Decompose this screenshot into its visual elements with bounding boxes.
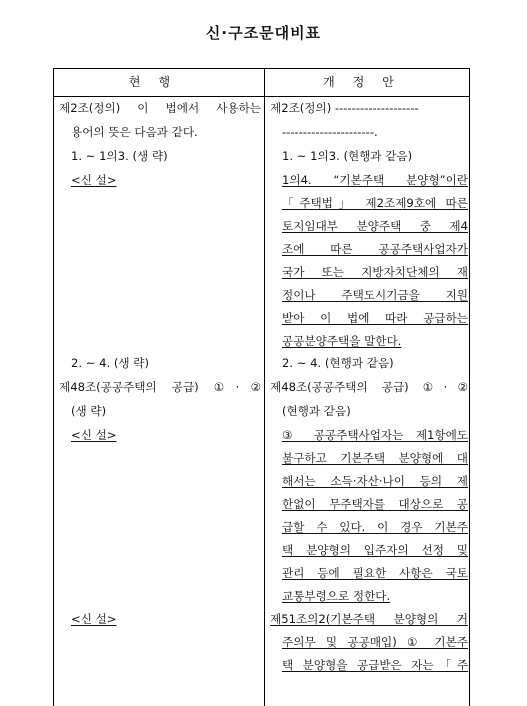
amended-text-line: 공공분양주택을 말한다. <box>282 334 402 348</box>
amended-text-line: 토지임대부 분양주택 중 제4 <box>282 219 468 233</box>
amended-text-line: 1의4. “기본주택 분양형”이란 <box>282 173 468 187</box>
amended-text-line: 조에 따른 공공주택사업자가 <box>282 242 468 256</box>
amended-text-line: 급할 수 있다. 이 경우 기본주 <box>282 520 468 534</box>
amended-text-line: (현행과 같음) <box>282 404 351 418</box>
current-text-line: <신 설> <box>71 173 117 187</box>
amended-text-line: 택 분양형을 공급받은 자는「주 <box>282 658 468 672</box>
amended-text-line: 불구하고 기본주택 분양형에 대 <box>282 451 468 465</box>
amended-text-line: 받아 이 법에 따라 공급하는 <box>282 311 468 325</box>
header-divider <box>53 96 470 97</box>
current-text-line: 제2조(정의) 이 법에서 사용하는 <box>59 101 261 115</box>
page-title: 신·구조문대비표 <box>205 24 322 42</box>
amended-text-line: 택 분양형의 입주자의 선정 및 <box>282 543 468 557</box>
current-text-line: 2. ~ 4. (생 략) <box>71 356 150 370</box>
current-text-line: 1. ~ 1의3. (생 략) <box>71 149 168 163</box>
amended-text-line: ③ 공공주택사업자는 제1항에도 <box>282 428 468 442</box>
current-text-line: 용어의 뜻은 다음과 같다. <box>71 125 198 139</box>
amended-text-line: 1. ~ 1의3. (현행과 같음) <box>282 149 413 163</box>
amended-text-line: 주의무 및 공공매입) ① 기본주 <box>282 635 468 649</box>
amended-text-line: 제51조의2(기본주택 분양형의 거 <box>270 612 468 626</box>
header-amended: 개정안 <box>323 75 412 89</box>
current-text-line: <신 설> <box>71 428 117 442</box>
amended-text-line: 해서는 소득·자산·나이 등의 제 <box>282 474 468 488</box>
amended-text-line: 제2조(정의) -------------------- <box>270 101 419 115</box>
amended-text-line: 2. ~ 4. (현행과 같음) <box>282 356 394 370</box>
amended-text-line: 관리 등에 필요한 사항은 국토 <box>282 566 468 580</box>
amended-text-line: 교통부령으로 정한다. <box>282 589 391 603</box>
amended-text-line: ----------------------. <box>282 125 378 139</box>
header-current: 현행 <box>128 75 189 89</box>
current-text-line: <신 설> <box>71 612 117 626</box>
amended-text-line: 정이나 주택도시기금을 지원 <box>282 288 468 302</box>
current-text-line: (생 략) <box>71 404 107 418</box>
column-divider <box>264 68 265 706</box>
amended-text-line: 제48조(공공주택의 공급) ①·② <box>270 380 468 394</box>
amended-text-line: 「주택법」 제2조제9호에 따른 <box>282 196 468 210</box>
amended-text-line: 국가 또는 지방자치단체의 재 <box>282 265 468 279</box>
current-text-line: 제48조(공공주택의 공급) ①·② <box>59 380 261 394</box>
amended-text-line: 한없이 무주택자를 대상으로 공 <box>282 497 468 511</box>
